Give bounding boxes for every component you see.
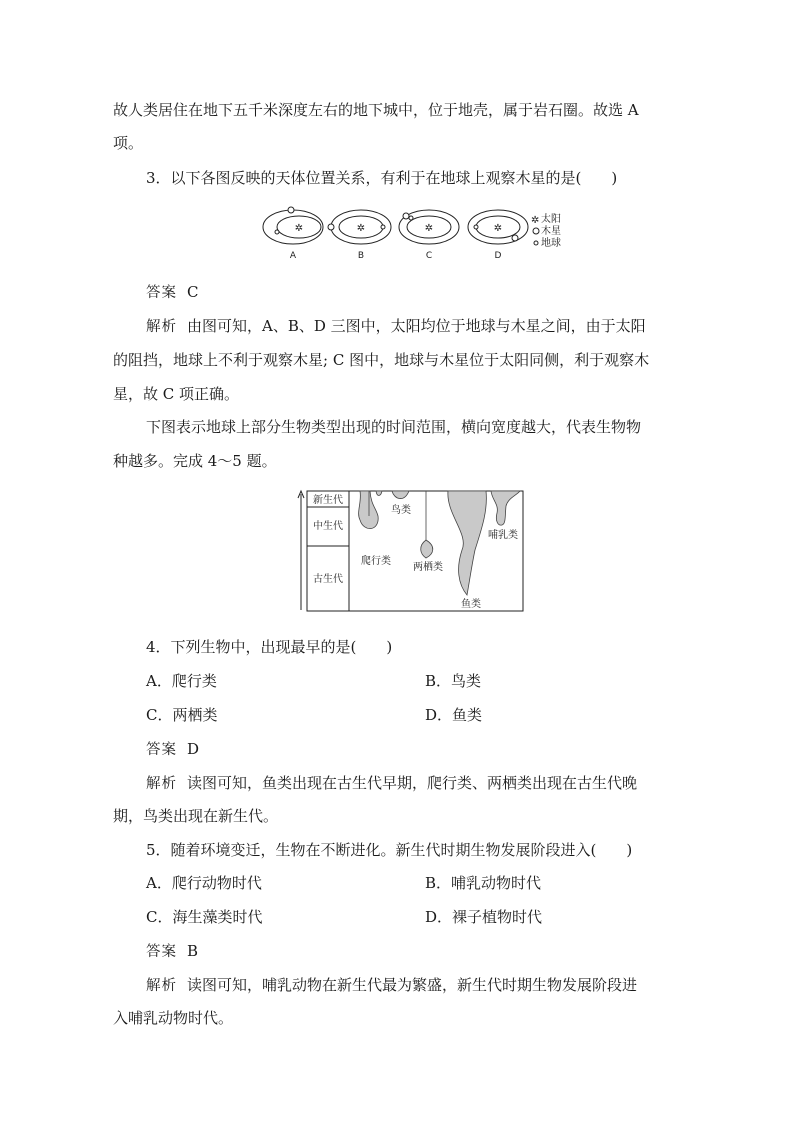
q4-analysis-line-1: 解析 读图可知，鱼类出现在古生代早期，爬行类、两栖类出现在古生代晚 — [146, 774, 638, 792]
svg-text:✲: ✲ — [356, 223, 366, 234]
q3-analysis-line-1: 解析 由图可知，A、B、D 三图中，太阳均位于地球与木星之间，由于太阳 — [146, 317, 646, 335]
analysis-label: 解析 — [146, 319, 177, 335]
q3-answer-value: C — [187, 283, 199, 301]
q4-option-a: A．爬行类 — [146, 672, 217, 690]
svg-text:✲: ✲ — [294, 223, 304, 234]
q5-option-b: B．哺乳动物时代 — [425, 874, 542, 892]
q5-option-c: C．海生藻类时代 — [146, 908, 263, 926]
answer-label: 答案 — [146, 742, 177, 758]
q5-option-d: D．裸子植物时代 — [425, 908, 543, 926]
era-paleozoic: 古生代 — [313, 574, 343, 585]
legend-sun: 太阳 — [541, 214, 561, 225]
legend-earth: 地球 — [541, 238, 561, 249]
analysis-label: 解析 — [146, 978, 177, 994]
q4-option-c: C．两栖类 — [146, 706, 218, 724]
answer-label: 答案 — [146, 285, 177, 301]
diagram-label-d: D — [494, 251, 502, 261]
q3-analysis-line-3: 星，故 C 项正确。 — [113, 385, 240, 403]
q5-answer-value: B — [187, 942, 199, 960]
prev-analysis-line-1: 故人类居住在地下五千米深度左右的地下城中，位于地壳，属于岩石圈。故选 A — [113, 101, 639, 119]
sun-icon: ✲ — [531, 215, 540, 226]
q5-option-a: A．爬行动物时代 — [146, 874, 262, 892]
label-reptile: 爬行类 — [361, 556, 391, 567]
q4-stem: 4．下列生物中，出现最早的是( ) — [146, 638, 393, 656]
q4-answer-value: D — [187, 740, 200, 758]
legend-jupiter: 木星 — [541, 226, 561, 237]
q3-analysis-line-2: 的阻挡，地球上不利于观察木星; C 图中，地球与木星位于太阳同侧，利于观察木 — [113, 351, 650, 369]
label-amphibian: 两栖类 — [413, 562, 443, 573]
intro-line-1: 下图表示地球上部分生物类型出现的时间范围，横向宽度越大，代表生物物 — [146, 418, 642, 436]
q5-answer — [146, 941, 198, 962]
diagram-label-b: B — [357, 251, 365, 261]
evolution-chart — [296, 488, 528, 614]
diagram-label-c: C — [425, 251, 433, 261]
diagram-label-a: A — [289, 251, 297, 261]
q3-stem: 3．以下各图反映的天体位置关系，有利于在地球上观察木星的是( ) — [146, 169, 618, 187]
q4-answer — [146, 739, 199, 760]
answer-label: 答案 — [146, 944, 177, 960]
orbit-diagram — [258, 202, 578, 262]
era-cenozoic: 新生代 — [313, 495, 343, 506]
q4-option-d: D．鱼类 — [425, 706, 483, 724]
q5-stem: 5．随着环境变迁，生物在不断进化。新生代时期生物发展阶段进入( ) — [146, 841, 633, 859]
q3-answer — [146, 282, 198, 303]
q5-analysis-line-1: 解析 读图可知，哺乳动物在新生代最为繁盛，新生代时期生物发展阶段进 — [146, 976, 638, 994]
q4-analysis-line-2: 期，鸟类出现在新生代。 — [113, 807, 279, 825]
svg-text:✲: ✲ — [424, 223, 434, 234]
era-mesozoic: 中生代 — [313, 521, 343, 532]
label-bird: 鸟类 — [391, 505, 411, 516]
prev-analysis-line-2: 项。 — [113, 134, 144, 152]
analysis-label: 解析 — [146, 776, 177, 792]
q5-analysis-line-2: 入哺乳动物时代。 — [113, 1009, 234, 1027]
svg-text:✲: ✲ — [493, 223, 503, 234]
intro-line-2: 种越多。完成 4～5 题。 — [113, 452, 277, 470]
label-mammal: 哺乳类 — [488, 530, 518, 541]
label-fish: 鱼类 — [461, 599, 481, 610]
q4-option-b: B．鸟类 — [425, 672, 482, 690]
